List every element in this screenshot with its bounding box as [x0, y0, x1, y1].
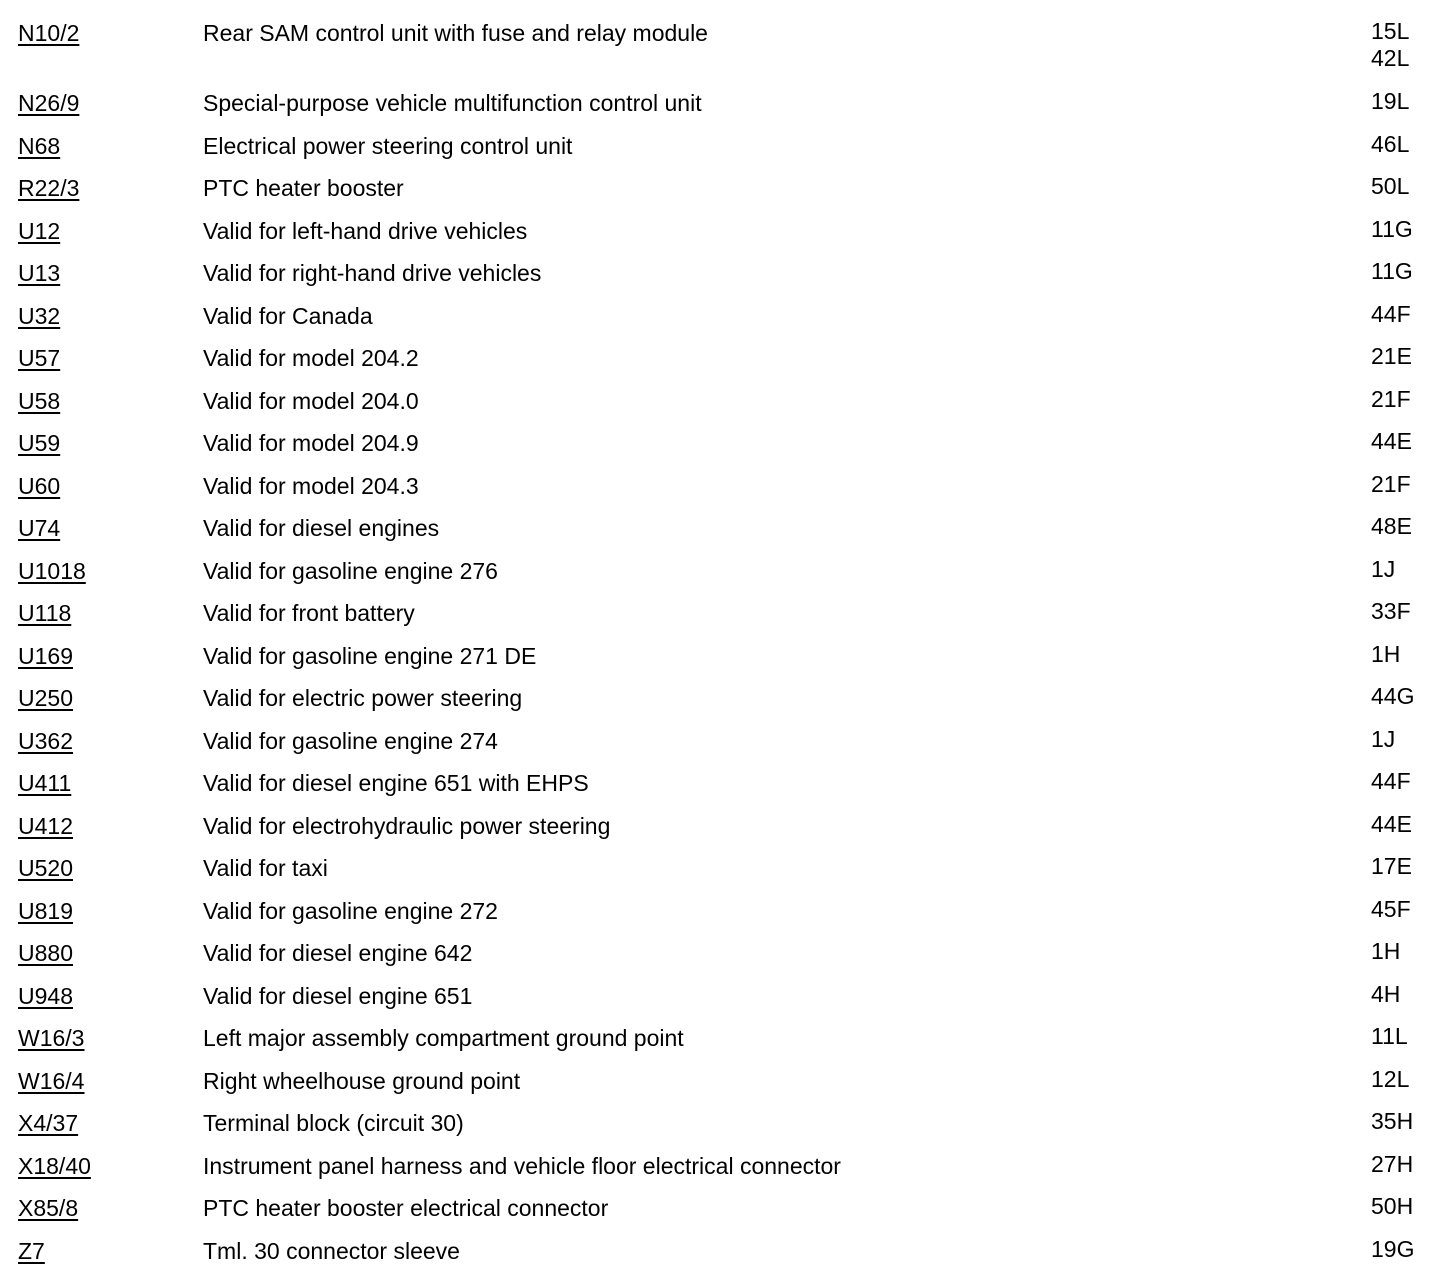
component-description: Valid for gasoline engine 276	[203, 557, 498, 584]
component-code-link[interactable]: W16/4	[18, 1067, 85, 1094]
table-row	[0, 495, 1456, 541]
location-cell	[1371, 386, 1411, 413]
grid-location: 27H	[1371, 1150, 1414, 1177]
table-row	[0, 708, 1456, 754]
component-description: Valid for diesel engines	[203, 515, 440, 541]
component-code-link[interactable]: U880	[18, 940, 73, 966]
component-description: Electrical power steering control unit	[203, 132, 573, 159]
component-description: Special-purpose vehicle multifunction control unit	[203, 90, 702, 116]
component-code-link[interactable]: U362	[18, 727, 73, 754]
location-cell	[1371, 981, 1400, 1008]
table-row	[0, 283, 1456, 329]
component-description: PTC heater booster electrical connector	[203, 1195, 609, 1221]
grid-location: 21E	[1371, 343, 1412, 369]
component-description: Instrument panel harness and vehicle floor electrical connector	[203, 1152, 841, 1179]
grid-location: 42L	[1371, 45, 1410, 71]
grid-location: 50H	[1371, 1193, 1414, 1219]
component-code-link[interactable]: R22/3	[18, 175, 80, 201]
location-cell	[1371, 853, 1412, 880]
component-code-link[interactable]: W16/3	[18, 1025, 85, 1051]
location-cell	[1371, 216, 1413, 243]
component-code-link[interactable]: N68	[18, 132, 61, 159]
location-cell	[1371, 598, 1411, 625]
location-cell	[1371, 428, 1412, 455]
grid-location: 44E	[1371, 810, 1412, 837]
component-code-link[interactable]: U118	[18, 600, 72, 626]
component-description: Valid for taxi	[203, 855, 328, 881]
component-description: Terminal block (circuit 30)	[203, 1110, 464, 1136]
component-description: Valid for model 204.0	[203, 387, 419, 414]
component-code-link[interactable]: U948	[18, 982, 73, 1009]
component-description: Valid for Canada	[203, 302, 373, 329]
grid-location: 1J	[1371, 555, 1396, 582]
component-code-link[interactable]: U169	[18, 642, 73, 669]
component-description: Valid for front battery	[203, 600, 415, 626]
grid-location: 45F	[1371, 895, 1411, 922]
location-cell	[1371, 343, 1412, 370]
grid-location: 48E	[1371, 513, 1412, 539]
location-cell	[1371, 173, 1409, 200]
component-code-link[interactable]: N10/2	[18, 20, 80, 46]
grid-location: 46L	[1371, 130, 1410, 157]
component-code-link[interactable]: U58	[18, 387, 61, 414]
table-row	[0, 835, 1456, 881]
table-row	[0, 70, 1456, 116]
location-cell	[1371, 1066, 1409, 1093]
table-row	[0, 0, 1456, 70]
component-code-link[interactable]: U412	[18, 812, 73, 839]
location-cell	[1371, 1108, 1413, 1135]
component-description: Valid for left-hand drive vehicles	[203, 217, 528, 244]
location-cell	[1371, 811, 1412, 838]
location-cell	[1371, 471, 1411, 498]
grid-location: 1H	[1371, 938, 1401, 964]
grid-location: 33F	[1371, 598, 1411, 624]
location-cell	[1371, 301, 1411, 328]
location-cell	[1371, 1193, 1413, 1220]
component-code-link[interactable]: U1018	[18, 557, 86, 584]
table-row	[0, 878, 1456, 924]
component-description: Valid for electrohydraulic power steering	[203, 812, 611, 839]
component-code-link[interactable]: X18/40	[18, 1152, 91, 1179]
grid-location: 21F	[1371, 385, 1411, 412]
component-description: Rear SAM control unit with fuse and relay module	[203, 20, 708, 46]
table-row	[0, 1218, 1456, 1264]
table-row	[0, 623, 1456, 669]
table-row	[0, 325, 1456, 371]
grid-location: 11G	[1371, 258, 1413, 284]
table-row	[0, 920, 1456, 966]
table-row	[0, 155, 1456, 201]
component-description: Valid for gasoline engine 272	[203, 897, 498, 924]
location-cell	[1371, 896, 1411, 923]
grid-location: 35H	[1371, 1108, 1414, 1134]
table-row	[0, 580, 1456, 626]
component-description: Right wheelhouse ground point	[203, 1067, 521, 1094]
component-code-link[interactable]: U32	[18, 302, 61, 329]
component-code-link[interactable]: U411	[18, 770, 72, 796]
grid-location: 21F	[1371, 470, 1411, 497]
location-cell	[1371, 556, 1395, 583]
component-description: Tml. 30 connector sleeve	[203, 1237, 460, 1264]
location-cell	[1371, 768, 1411, 795]
location-cell	[1371, 641, 1400, 668]
grid-location: 1J	[1371, 725, 1396, 752]
component-code-link[interactable]: U520	[18, 855, 73, 881]
table-row	[0, 113, 1456, 159]
location-cell	[1371, 938, 1400, 965]
component-code-link[interactable]: U59	[18, 430, 61, 456]
component-description: Valid for gasoline engine 271 DE	[203, 642, 537, 669]
location-cell	[1371, 1023, 1408, 1050]
component-code-link[interactable]: U250	[18, 685, 73, 711]
component-description: Left major assembly compartment ground point	[203, 1025, 684, 1051]
location-cell	[1371, 726, 1395, 753]
component-description: Valid for right-hand drive vehicles	[203, 260, 542, 286]
component-code-link[interactable]: N26/9	[18, 90, 80, 116]
table-row	[0, 198, 1456, 244]
location-cell	[1371, 683, 1414, 710]
location-cell	[1371, 88, 1409, 115]
table-row	[0, 453, 1456, 499]
component-code-link[interactable]: U819	[18, 897, 73, 924]
grid-location: 1H	[1371, 640, 1401, 667]
table-row	[0, 1133, 1456, 1179]
grid-location: 44F	[1371, 300, 1411, 327]
table-row	[0, 1048, 1456, 1094]
component-description: Valid for model 204.9	[203, 430, 419, 456]
grid-location: 19L	[1371, 88, 1410, 114]
grid-location: 11G	[1371, 215, 1413, 242]
component-code-link[interactable]: U57	[18, 345, 61, 371]
table-row	[0, 793, 1456, 839]
grid-location: 4H	[1371, 980, 1401, 1007]
component-description: Valid for electric power steering	[203, 685, 523, 711]
grid-location: 11L	[1371, 1023, 1408, 1049]
table-row	[0, 1175, 1456, 1221]
component-code-link[interactable]: X85/8	[18, 1195, 79, 1221]
component-code-link[interactable]: U12	[18, 217, 61, 244]
component-description: Valid for diesel engine 642	[203, 940, 473, 966]
component-description: Valid for model 204.3	[203, 472, 419, 499]
component-code-link[interactable]: Z7	[18, 1237, 45, 1264]
grid-location: 44F	[1371, 768, 1411, 794]
location-cell	[1371, 1236, 1414, 1263]
grid-location: 19G	[1371, 1235, 1415, 1262]
component-description: Valid for diesel engine 651 with EHPS	[203, 770, 589, 796]
location-cell	[1371, 258, 1413, 285]
table-row	[0, 240, 1456, 286]
grid-location: 12L	[1371, 1065, 1410, 1092]
component-description: Valid for model 204.2	[203, 345, 419, 371]
table-row	[0, 368, 1456, 414]
component-code-link[interactable]: X4/37	[18, 1110, 79, 1136]
table-row	[0, 963, 1456, 1009]
table-row	[0, 410, 1456, 456]
component-code-link[interactable]: U60	[18, 472, 61, 499]
table-row	[0, 1005, 1456, 1051]
location-cell	[1371, 18, 1409, 72]
grid-location: 50L	[1371, 173, 1410, 199]
grid-location: 44G	[1371, 683, 1415, 709]
grid-location: 15L	[1371, 18, 1410, 44]
location-cell	[1371, 1151, 1413, 1178]
component-description: PTC heater booster	[203, 175, 404, 201]
component-code-link[interactable]: U74	[18, 515, 61, 541]
table-row	[0, 750, 1456, 796]
table-row	[0, 538, 1456, 584]
component-description: Valid for diesel engine 651	[203, 982, 473, 1009]
table-row	[0, 665, 1456, 711]
component-description: Valid for gasoline engine 274	[203, 727, 498, 754]
component-code-link[interactable]: U13	[18, 260, 61, 286]
location-cell	[1371, 513, 1412, 540]
grid-location: 44E	[1371, 428, 1412, 454]
table-row	[0, 1090, 1456, 1136]
grid-location: 17E	[1371, 853, 1412, 879]
location-cell	[1371, 131, 1409, 158]
